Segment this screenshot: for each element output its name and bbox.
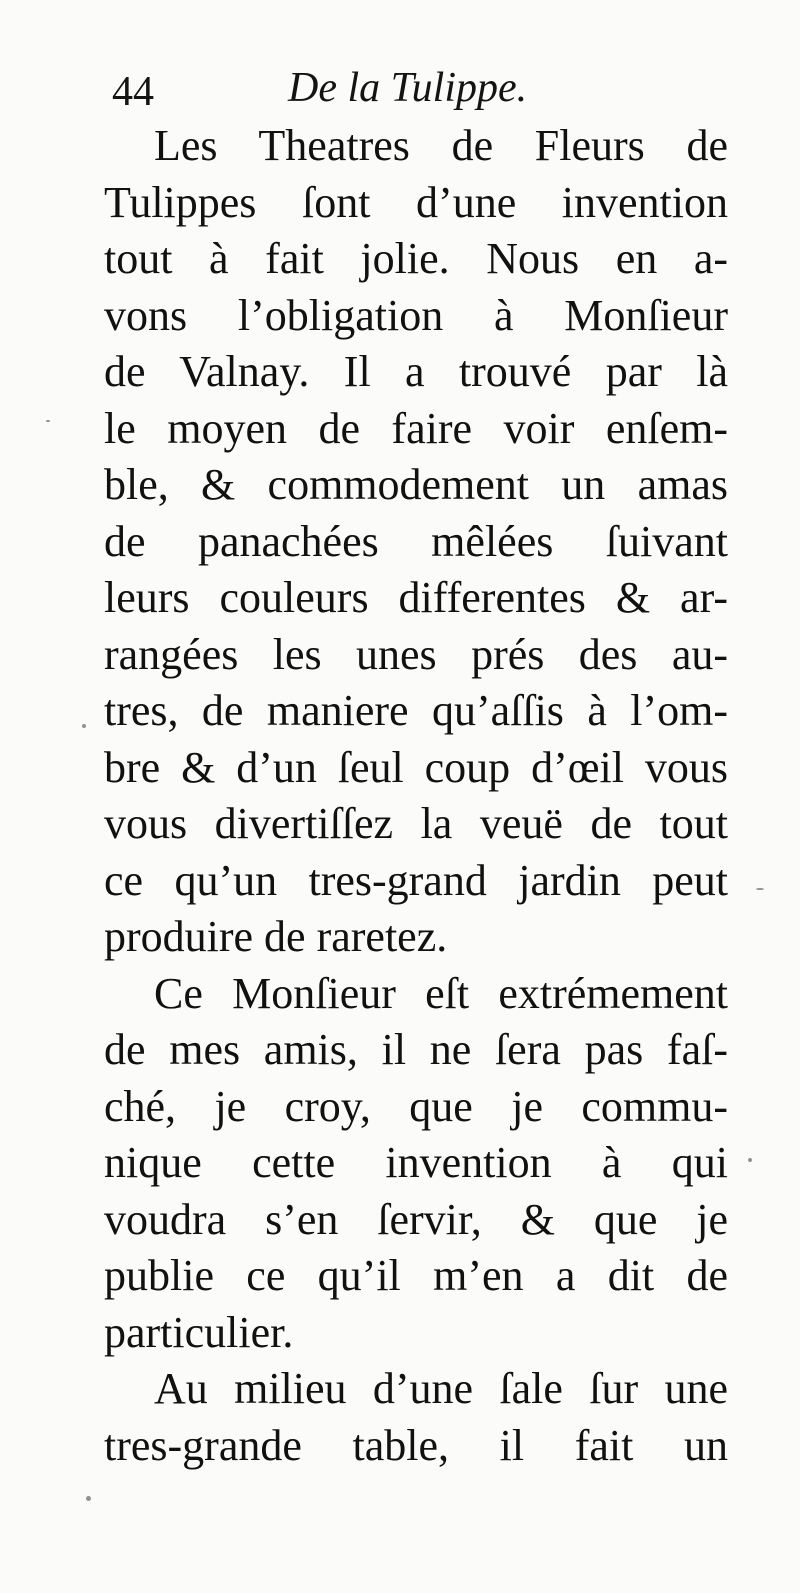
text-line: Les Theatres de Fleurs de	[154, 121, 728, 170]
page-header	[112, 62, 732, 124]
text-line: vous divertiſſez la veuë de tout	[104, 799, 728, 848]
text-line: particulier.	[104, 1307, 294, 1357]
text-line: tres, de maniere qu’aſſis à l’om-	[104, 686, 728, 735]
body-text	[104, 118, 728, 1474]
text-line: leurs couleurs differentes & ar-	[104, 573, 728, 622]
text-line: Au milieu d’une ſale ſur une	[154, 1364, 728, 1413]
text-line: de Valnay. Il a trouvé par là	[104, 347, 728, 396]
text-line: de panachées mêlées ſuivant	[104, 516, 728, 566]
text-line: produire de raretez.	[104, 912, 448, 961]
ink-speck	[46, 420, 50, 422]
text-line: publie ce qu’il m’en a dit de	[104, 1251, 728, 1300]
ink-speck	[748, 1158, 752, 1162]
page-number: 44	[112, 69, 154, 115]
running-title: De la Tulippe.	[288, 65, 528, 111]
text-line: Ce Monſieur eſt extrémement	[154, 968, 728, 1018]
text-line: Tulippes ſont d’une invention	[104, 177, 728, 227]
text-line: de mes amis, il ne ſera pas faſ-	[104, 1025, 728, 1074]
text-line: le moyen de faire voir enſem-	[104, 403, 728, 453]
ink-speck	[756, 888, 764, 890]
text-line: nique cette invention à qui	[104, 1138, 728, 1187]
text-line: vons l’obligation à Monſieur	[104, 290, 728, 340]
ink-speck	[82, 724, 86, 728]
text-line: ce qu’un tres-grand jardin peut	[104, 855, 728, 905]
text-line: ché, je croy, que je commu-	[104, 1081, 728, 1131]
text-line: tres-grande table, il fait un	[104, 1420, 728, 1470]
text-line: tout à fait jolie. Nous en a-	[104, 234, 728, 283]
text-line: bre & d’un ſeul coup d’œil vous	[104, 742, 728, 792]
text-line: voudra s’en ſervir, & que je	[104, 1194, 728, 1244]
text-line: ble, & commodement un amas	[104, 460, 728, 509]
text-line: rangées les unes prés des au-	[104, 629, 728, 679]
ink-speck	[86, 1496, 91, 1501]
